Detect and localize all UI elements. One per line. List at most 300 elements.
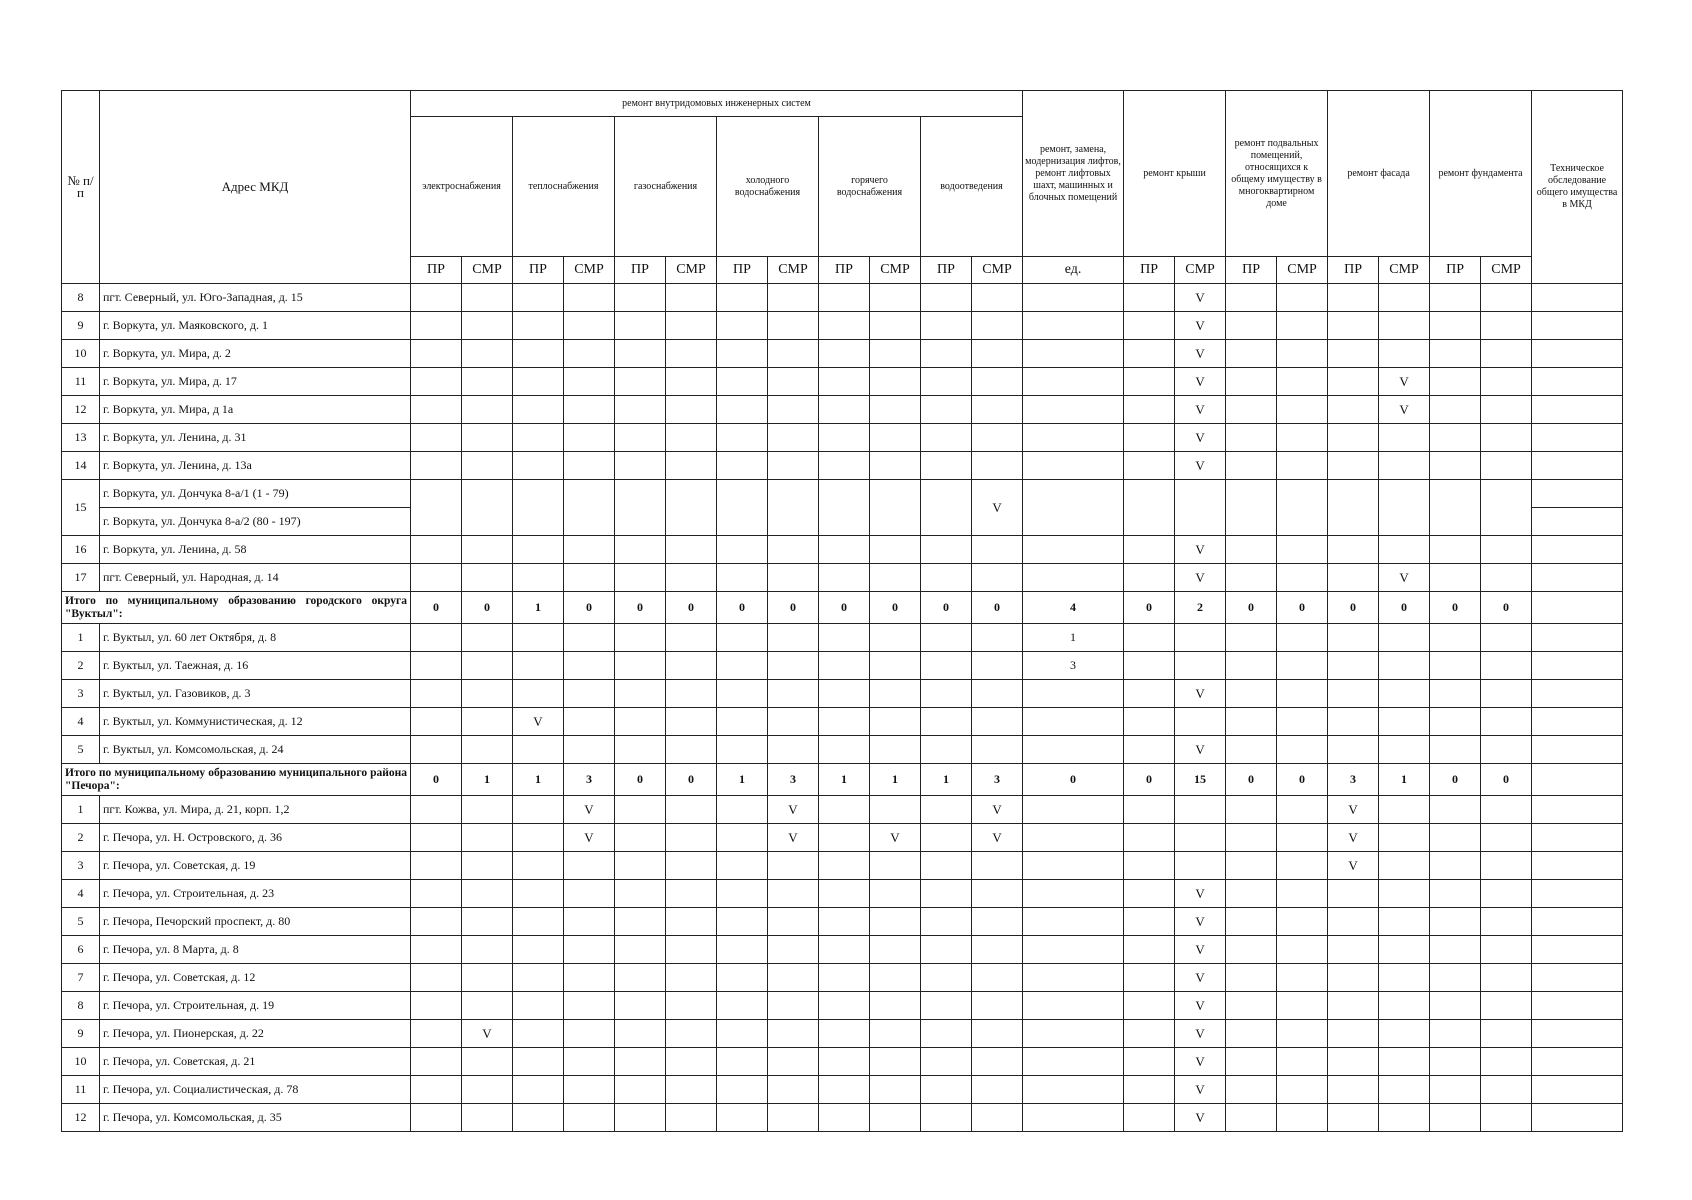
table-cell xyxy=(1226,284,1277,312)
table-cell xyxy=(615,992,666,1020)
table-cell xyxy=(1277,936,1328,964)
table-cell xyxy=(513,964,564,992)
smr-header: СМР xyxy=(462,257,513,284)
table-cell xyxy=(870,624,921,652)
table-cell xyxy=(564,1048,615,1076)
table-cell xyxy=(717,284,768,312)
table-cell xyxy=(666,480,717,536)
table-cell xyxy=(1277,964,1328,992)
table-cell xyxy=(1023,736,1124,764)
table-cell xyxy=(921,680,972,708)
total-cell: 0 xyxy=(1430,764,1481,796)
total-cell: 3 xyxy=(1328,764,1379,796)
table-cell xyxy=(1124,964,1175,992)
table-cell xyxy=(1277,824,1328,852)
table-cell xyxy=(615,368,666,396)
row-number: 13 xyxy=(62,424,100,452)
table-cell xyxy=(615,652,666,680)
table-cell xyxy=(1124,1020,1175,1048)
table-cell xyxy=(1023,284,1124,312)
table-cell xyxy=(513,1104,564,1132)
address-header: Адрес МКД xyxy=(100,91,411,284)
table-cell xyxy=(717,880,768,908)
table-cell xyxy=(615,708,666,736)
table-cell xyxy=(1277,908,1328,936)
table-cell xyxy=(1328,1104,1379,1132)
table-cell xyxy=(1175,652,1226,680)
table-cell xyxy=(666,992,717,1020)
table-cell xyxy=(1277,708,1328,736)
total-cell: 0 xyxy=(870,592,921,624)
table-cell xyxy=(819,624,870,652)
table-cell xyxy=(411,480,462,536)
table-cell xyxy=(1430,312,1481,340)
table-cell xyxy=(513,852,564,880)
table-cell xyxy=(1023,312,1124,340)
table-cell xyxy=(411,624,462,652)
table-cell xyxy=(819,284,870,312)
row-number: 12 xyxy=(62,1104,100,1132)
table-cell xyxy=(615,936,666,964)
table-cell xyxy=(1481,396,1532,424)
table-cell xyxy=(717,708,768,736)
table-cell xyxy=(615,964,666,992)
table-cell xyxy=(870,736,921,764)
total-cell: 3 xyxy=(564,764,615,796)
total-cell: 15 xyxy=(1175,764,1226,796)
table-cell xyxy=(1328,680,1379,708)
row-address: г. Печора, ул. Социалистическая, д. 78 xyxy=(100,1076,411,1104)
total-cell: 0 xyxy=(1226,592,1277,624)
table-cell xyxy=(972,936,1023,964)
table-cell xyxy=(1226,992,1277,1020)
inspection-cell xyxy=(1532,1020,1623,1048)
table-cell xyxy=(615,1076,666,1104)
inspection-cell xyxy=(1532,284,1623,312)
table-cell xyxy=(1226,340,1277,368)
table-cell xyxy=(1124,936,1175,964)
table-cell xyxy=(1379,452,1430,480)
table-cell xyxy=(921,908,972,936)
inspection-cell xyxy=(1532,536,1623,564)
total-cell: 1 xyxy=(717,764,768,796)
table-cell xyxy=(1277,564,1328,592)
table-cell xyxy=(666,680,717,708)
table-cell xyxy=(513,652,564,680)
table-cell xyxy=(615,536,666,564)
table-cell xyxy=(462,396,513,424)
table-cell xyxy=(1481,1048,1532,1076)
total-cell: 0 xyxy=(1430,592,1481,624)
table-cell xyxy=(972,1048,1023,1076)
table-cell: V xyxy=(768,796,819,824)
table-cell xyxy=(1124,624,1175,652)
total-cell: 0 xyxy=(1226,764,1277,796)
table-cell xyxy=(1379,1048,1430,1076)
table-cell xyxy=(1430,624,1481,652)
table-cell xyxy=(564,340,615,368)
table-cell xyxy=(1379,1020,1430,1048)
lifts-header: ремонт, замена, модернизация лифтов, ремонт лифтовых шахт, машинных и блочных помещений xyxy=(1023,91,1124,257)
table-cell xyxy=(972,624,1023,652)
table-cell xyxy=(1175,624,1226,652)
table-cell xyxy=(870,536,921,564)
table-cell xyxy=(717,396,768,424)
table-cell xyxy=(870,964,921,992)
row-address: г. Печора, ул. Советская, д. 21 xyxy=(100,1048,411,1076)
total-cell: 1 xyxy=(1379,764,1430,796)
table-cell xyxy=(1277,624,1328,652)
row-address: г. Воркута, ул. Дончука 8-а/2 (80 - 197) xyxy=(100,508,411,536)
inspection-cell xyxy=(1532,796,1623,824)
row-address: г. Печора, Печорский проспект, д. 80 xyxy=(100,908,411,936)
inspection-cell xyxy=(1532,424,1623,452)
row-address: г. Воркута, ул. Ленина, д. 31 xyxy=(100,424,411,452)
system-header-heating: теплоснабжения xyxy=(513,117,615,257)
table-cell xyxy=(615,1048,666,1076)
table-cell xyxy=(1023,680,1124,708)
table-cell xyxy=(666,1020,717,1048)
table-cell xyxy=(1328,936,1379,964)
table-cell xyxy=(411,1076,462,1104)
table-cell xyxy=(1277,796,1328,824)
row-address: г. Вуктыл, ул. Коммунистическая, д. 12 xyxy=(100,708,411,736)
table-cell xyxy=(1023,564,1124,592)
total-cell: 0 xyxy=(1023,764,1124,796)
table-cell xyxy=(615,452,666,480)
table-cell xyxy=(921,1048,972,1076)
total-cell: 3 xyxy=(972,764,1023,796)
table-cell xyxy=(564,312,615,340)
table-cell xyxy=(972,1076,1023,1104)
table-cell xyxy=(513,936,564,964)
table-cell xyxy=(1481,736,1532,764)
table-cell xyxy=(768,1076,819,1104)
table-row xyxy=(62,1020,1623,1048)
total-cell: 3 xyxy=(768,764,819,796)
table-cell: V xyxy=(1175,680,1226,708)
table-cell xyxy=(972,992,1023,1020)
total-cell: 0 xyxy=(1124,592,1175,624)
table-cell xyxy=(1379,284,1430,312)
table-cell xyxy=(1023,452,1124,480)
row-number: 3 xyxy=(62,852,100,880)
table-cell xyxy=(921,564,972,592)
table-cell xyxy=(1023,340,1124,368)
table-cell: V xyxy=(1175,1076,1226,1104)
roof-header: ремонт крыши xyxy=(1124,91,1226,257)
table-cell xyxy=(1430,1020,1481,1048)
table-cell xyxy=(513,536,564,564)
table-cell: V xyxy=(1328,796,1379,824)
row-address: г. Воркута, ул. Ленина, д. 13а xyxy=(100,452,411,480)
system-header-gas: газоснабжения xyxy=(615,117,717,257)
table-cell xyxy=(411,708,462,736)
table-cell xyxy=(411,824,462,852)
table-cell xyxy=(1226,796,1277,824)
total-cell: 2 xyxy=(1175,592,1226,624)
table-cell xyxy=(411,796,462,824)
pr-header: ПР xyxy=(819,257,870,284)
table-cell xyxy=(1430,452,1481,480)
table-row xyxy=(62,796,1623,824)
table-cell xyxy=(1124,736,1175,764)
table-cell xyxy=(768,680,819,708)
table-cell xyxy=(1481,340,1532,368)
row-address: г. Печора, ул. Строительная, д. 23 xyxy=(100,880,411,908)
table-cell xyxy=(1328,964,1379,992)
table-cell xyxy=(513,312,564,340)
table-cell xyxy=(615,1020,666,1048)
inspection-cell xyxy=(1532,852,1623,880)
table-cell: V xyxy=(513,708,564,736)
table-cell xyxy=(1430,536,1481,564)
table-cell xyxy=(870,880,921,908)
table-cell xyxy=(1430,824,1481,852)
table-cell: V xyxy=(1175,452,1226,480)
inspection-cell xyxy=(1532,452,1623,480)
table-cell xyxy=(564,736,615,764)
table-cell xyxy=(921,936,972,964)
table-cell xyxy=(819,936,870,964)
table-row xyxy=(62,624,1623,652)
table-cell: V xyxy=(1175,340,1226,368)
table-cell xyxy=(768,1048,819,1076)
table-cell xyxy=(819,992,870,1020)
table-cell: V xyxy=(1379,368,1430,396)
table-cell xyxy=(921,340,972,368)
facade-header: ремонт фасада xyxy=(1328,91,1430,257)
table-cell xyxy=(666,452,717,480)
pr-header: ПР xyxy=(717,257,768,284)
table-cell xyxy=(1124,852,1175,880)
table-row xyxy=(62,992,1623,1020)
table-row xyxy=(62,452,1623,480)
table-cell xyxy=(1277,1076,1328,1104)
row-number: 14 xyxy=(62,452,100,480)
table-cell xyxy=(1481,1076,1532,1104)
table-cell xyxy=(768,564,819,592)
table-cell: V xyxy=(1175,312,1226,340)
row-number: 15 xyxy=(62,480,100,536)
table-cell xyxy=(615,824,666,852)
table-cell xyxy=(615,908,666,936)
table-cell xyxy=(972,964,1023,992)
table-cell xyxy=(1277,880,1328,908)
table-cell xyxy=(819,652,870,680)
row-address: пгт. Северный, ул. Народная, д. 14 xyxy=(100,564,411,592)
table-cell xyxy=(819,480,870,536)
row-address: г. Печора, ул. Советская, д. 19 xyxy=(100,852,411,880)
table-cell xyxy=(1328,564,1379,592)
table-cell xyxy=(1226,708,1277,736)
table-row xyxy=(62,368,1623,396)
table-cell xyxy=(513,424,564,452)
table-cell xyxy=(1226,824,1277,852)
table-row xyxy=(62,652,1623,680)
table-cell xyxy=(1379,852,1430,880)
table-cell xyxy=(462,312,513,340)
table-cell xyxy=(1430,1076,1481,1104)
table-cell xyxy=(1277,424,1328,452)
table-cell xyxy=(1328,1020,1379,1048)
table-row xyxy=(62,340,1623,368)
table-cell xyxy=(819,1048,870,1076)
table-cell xyxy=(870,424,921,452)
table-cell: V xyxy=(1175,1048,1226,1076)
table-cell xyxy=(717,452,768,480)
row-address: г. Печора, ул. 8 Марта, д. 8 xyxy=(100,936,411,964)
inspection-cell xyxy=(1532,964,1623,992)
table-cell xyxy=(972,424,1023,452)
table-cell xyxy=(1175,852,1226,880)
table-cell xyxy=(1430,1048,1481,1076)
row-number: 6 xyxy=(62,936,100,964)
table-cell xyxy=(1328,624,1379,652)
table-cell: V xyxy=(564,796,615,824)
table-row xyxy=(62,312,1623,340)
table-cell xyxy=(1379,880,1430,908)
table-cell: V xyxy=(1328,824,1379,852)
table-cell xyxy=(1481,480,1532,536)
row-number: 17 xyxy=(62,564,100,592)
table-cell xyxy=(1481,964,1532,992)
table-cell: V xyxy=(1175,992,1226,1020)
table-cell xyxy=(768,396,819,424)
row-number: 3 xyxy=(62,680,100,708)
table-cell xyxy=(462,908,513,936)
table-cell: V xyxy=(972,796,1023,824)
table-cell xyxy=(921,284,972,312)
table-row xyxy=(62,680,1623,708)
total-cell: 1 xyxy=(870,764,921,796)
table-cell xyxy=(870,852,921,880)
total-cell: 0 xyxy=(768,592,819,624)
table-cell xyxy=(462,680,513,708)
table-cell xyxy=(717,624,768,652)
table-cell xyxy=(1124,452,1175,480)
pr-header: ПР xyxy=(513,257,564,284)
table-cell xyxy=(768,424,819,452)
table-cell xyxy=(1277,992,1328,1020)
table-cell xyxy=(1379,736,1430,764)
table-cell xyxy=(1328,424,1379,452)
table-cell xyxy=(564,852,615,880)
table-cell xyxy=(666,796,717,824)
table-row xyxy=(62,1048,1623,1076)
table-cell: V xyxy=(972,824,1023,852)
table-cell xyxy=(564,536,615,564)
table-cell xyxy=(972,736,1023,764)
table-cell xyxy=(615,312,666,340)
table-cell xyxy=(411,452,462,480)
table-cell xyxy=(1175,480,1226,536)
table-cell xyxy=(1379,824,1430,852)
table-cell: V xyxy=(1379,564,1430,592)
table-cell xyxy=(1226,1104,1277,1132)
table-cell xyxy=(768,452,819,480)
row-number: 8 xyxy=(62,992,100,1020)
table-cell xyxy=(666,368,717,396)
table-cell xyxy=(972,536,1023,564)
table-cell xyxy=(462,652,513,680)
repair-plan-table xyxy=(61,90,1623,1132)
table-cell: V xyxy=(1175,964,1226,992)
table-cell xyxy=(462,424,513,452)
table-cell xyxy=(1430,564,1481,592)
table-cell xyxy=(1124,368,1175,396)
table-cell xyxy=(1328,1048,1379,1076)
row-address: г. Воркута, ул. Ленина, д. 58 xyxy=(100,536,411,564)
table-cell xyxy=(411,396,462,424)
table-cell xyxy=(513,796,564,824)
table-cell xyxy=(1226,452,1277,480)
table-cell xyxy=(1328,396,1379,424)
table-row xyxy=(62,1076,1623,1104)
table-cell xyxy=(819,396,870,424)
total-cell: 0 xyxy=(1481,592,1532,624)
table-cell xyxy=(411,1048,462,1076)
total-cell: 0 xyxy=(819,592,870,624)
table-cell xyxy=(870,708,921,736)
total-cell: 1 xyxy=(513,764,564,796)
total-cell: 0 xyxy=(666,764,717,796)
total-label: Итого по муниципальному образованию городского округа "Вуктыл": xyxy=(62,592,411,624)
total-cell: 1 xyxy=(513,592,564,624)
table-cell xyxy=(870,480,921,536)
table-cell xyxy=(513,992,564,1020)
table-cell xyxy=(1277,1048,1328,1076)
table-cell xyxy=(819,908,870,936)
table-cell xyxy=(666,1048,717,1076)
table-cell xyxy=(972,908,1023,936)
table-cell xyxy=(564,964,615,992)
table-cell xyxy=(1124,564,1175,592)
table-cell xyxy=(1328,992,1379,1020)
table-cell xyxy=(411,652,462,680)
table-cell xyxy=(717,936,768,964)
pr-header: ПР xyxy=(1226,257,1277,284)
table-cell xyxy=(666,624,717,652)
table-cell xyxy=(1277,536,1328,564)
table-cell xyxy=(1430,340,1481,368)
table-cell xyxy=(411,1104,462,1132)
row-number: 2 xyxy=(62,652,100,680)
table-cell xyxy=(1430,708,1481,736)
table-cell xyxy=(666,880,717,908)
table-cell xyxy=(1124,536,1175,564)
table-cell xyxy=(1481,680,1532,708)
smr-header: СМР xyxy=(1379,257,1430,284)
smr-header: СМР xyxy=(972,257,1023,284)
table-cell xyxy=(1379,652,1430,680)
table-cell xyxy=(1379,624,1430,652)
table-cell xyxy=(1481,1020,1532,1048)
row-address: г. Вуктыл, ул. Газовиков, д. 3 xyxy=(100,680,411,708)
table-cell xyxy=(921,992,972,1020)
table-cell xyxy=(1379,908,1430,936)
row-number: 7 xyxy=(62,964,100,992)
table-cell xyxy=(921,1104,972,1132)
table-cell xyxy=(411,964,462,992)
table-cell xyxy=(819,880,870,908)
table-cell xyxy=(411,284,462,312)
units-header: ед. xyxy=(1023,257,1124,284)
table-cell xyxy=(1328,480,1379,536)
table-cell xyxy=(1023,936,1124,964)
table-cell xyxy=(1481,708,1532,736)
table-cell xyxy=(1328,340,1379,368)
